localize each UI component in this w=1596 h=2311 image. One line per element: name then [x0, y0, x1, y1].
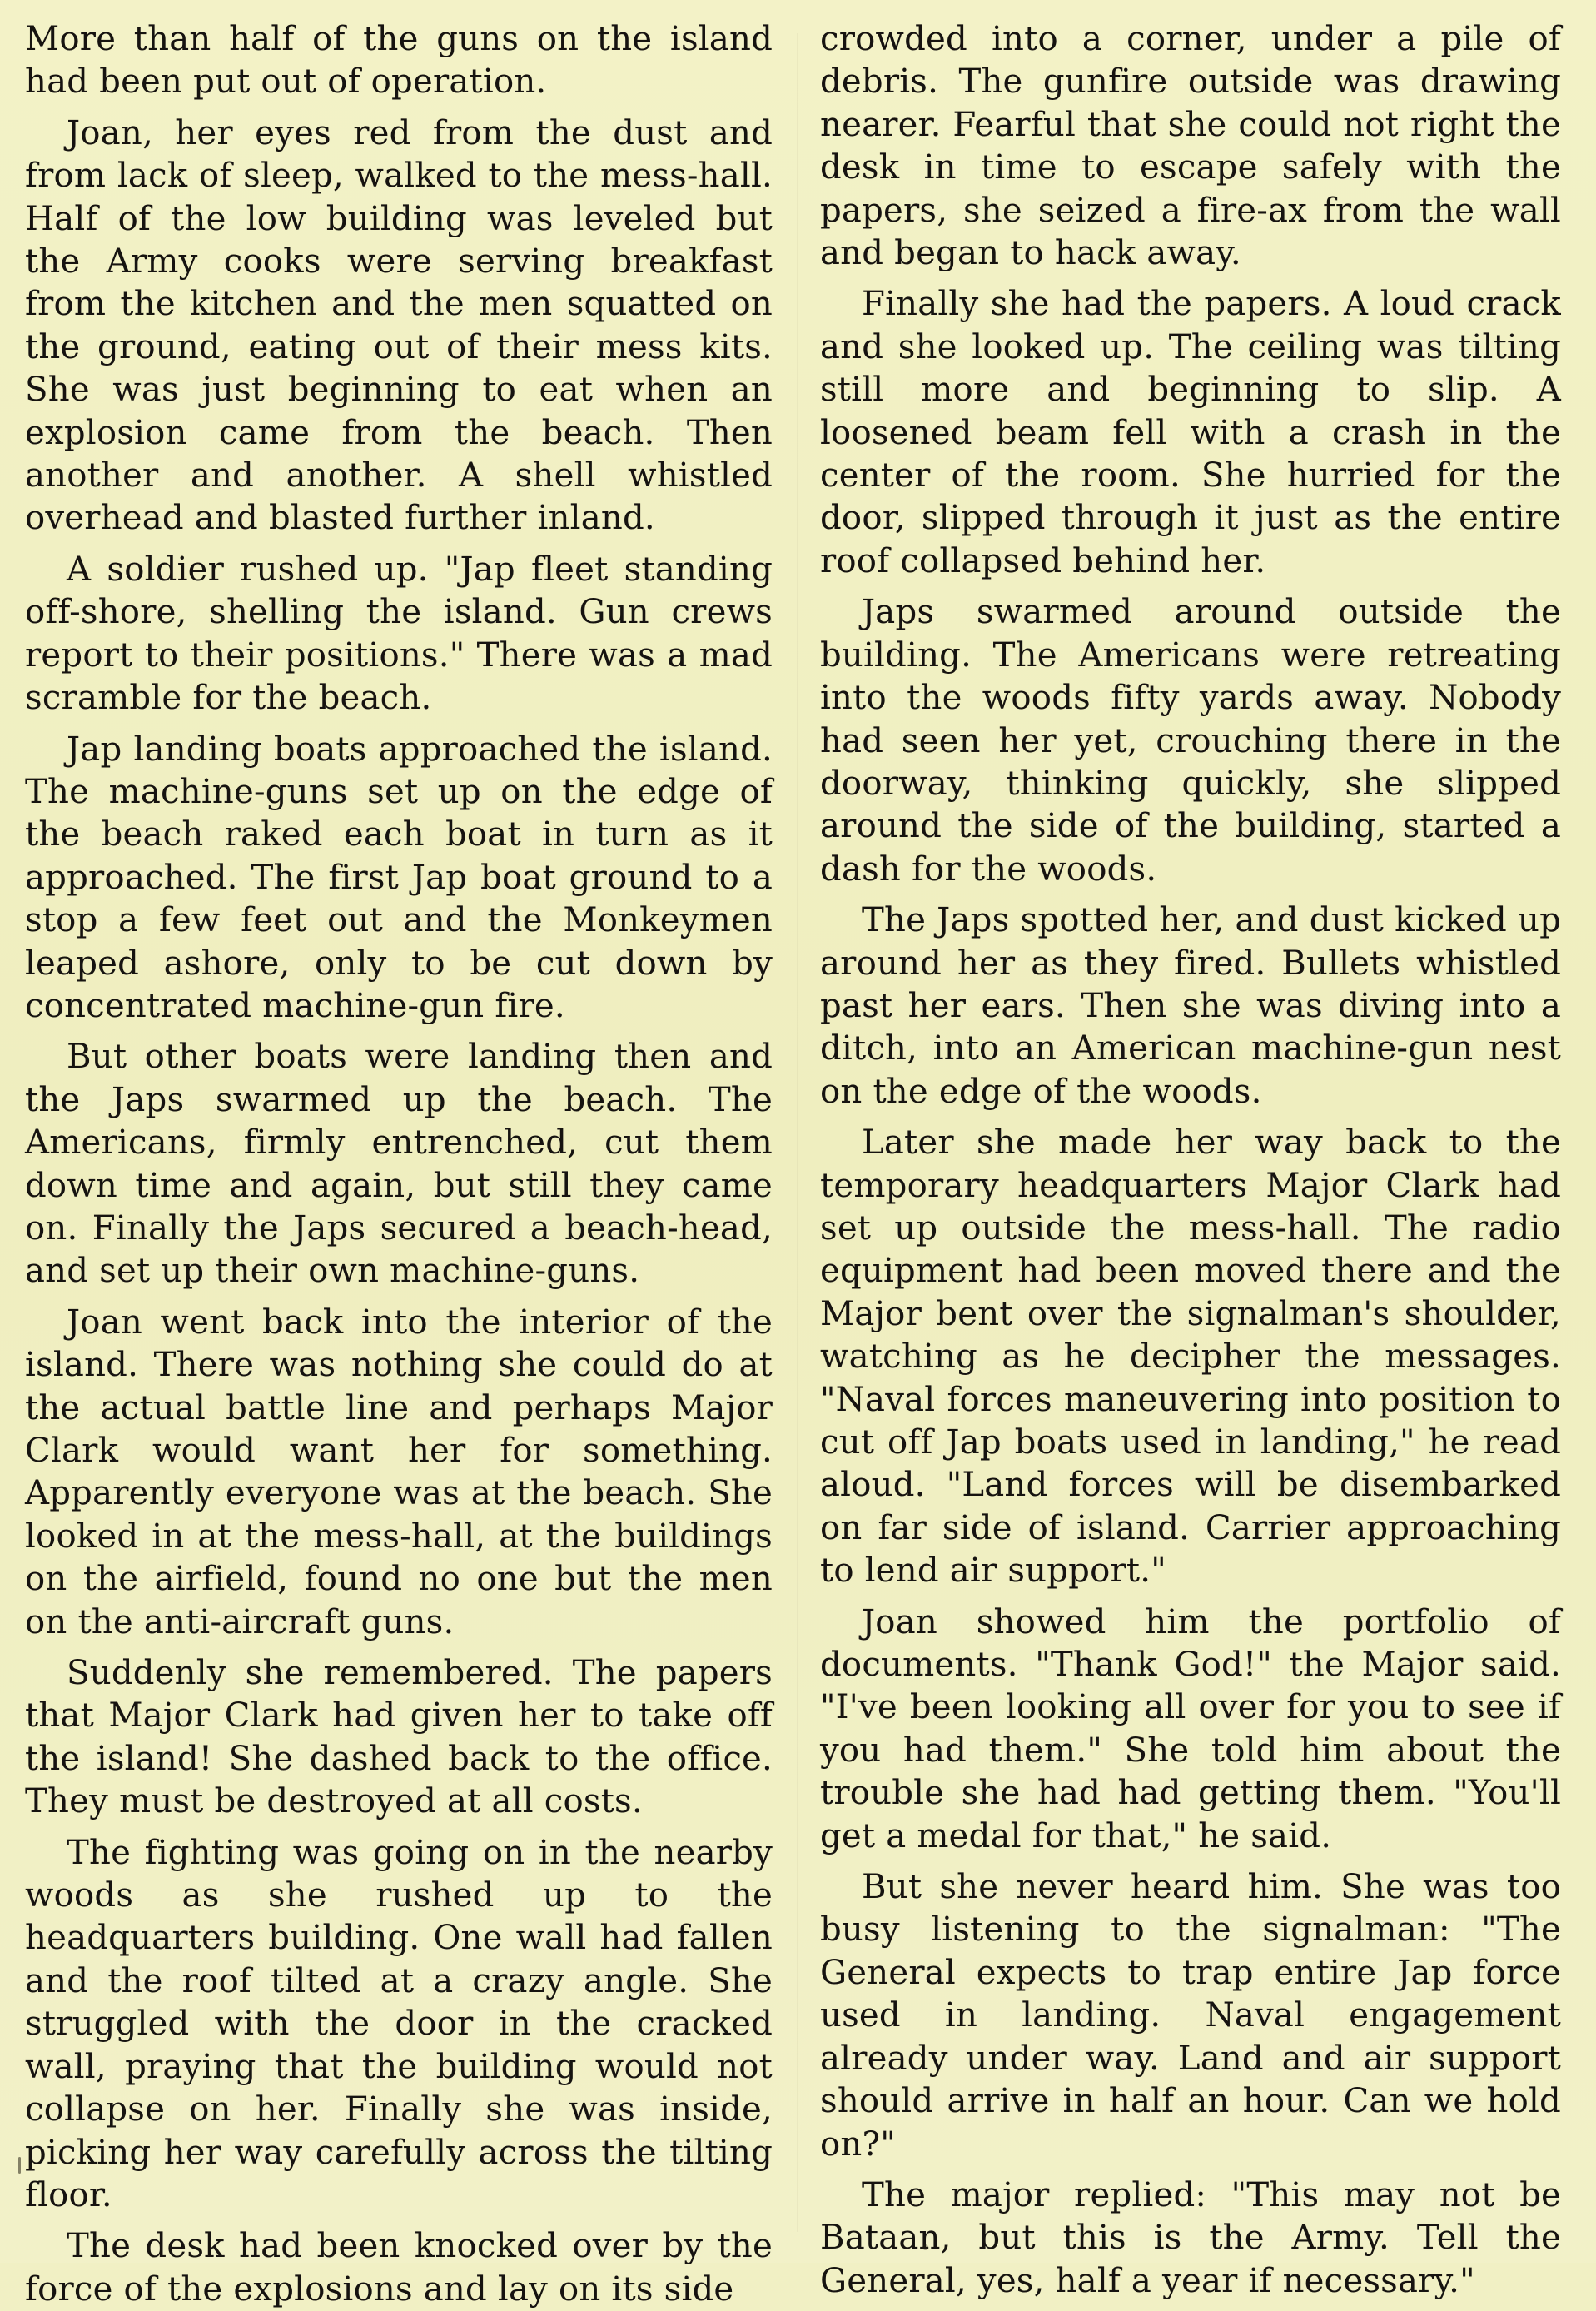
column-gutter: [797, 33, 798, 2232]
story-paragraph: But other boats were landing then and the Japs swarmed up the beach. The Americans, firmly entrenched, cut them down time and again, but still they came on. Finally the Japs secured a beach-head, and set up their own machine-guns.: [25, 1038, 773, 1291]
story-paragraph: The desk had been knocked over by the force of the explosions and lay on its side: [25, 2227, 773, 2309]
story-paragraph: Later she made her way back to the temporary headquarters Major Clark had set up outside the mess-hall. The radio equipment had been moved there and the Major bent over the signalman's shoulder, watching as he decipher the messages. "Naval forces maneuvering into position to cut off Jap boats used in landing," he read aloud. "Land forces will be disembarked on far side of island. Carrier approaching to lend air support.": [820, 1123, 1561, 1591]
story-paragraph: Finally she had the papers. A loud crack and she looked up. The ceiling was tilting still more and beginning to slip. A loosened beam fell with a crash in the center of the room. She hurried for the door, slipped through it just as the entire roof collapsed behind her.: [820, 285, 1561, 580]
print-speck: [843, 1356, 846, 1359]
story-paragraph: Joan, her eyes red from the dust and from lack of sleep, walked to the mess-hall. Half of the low building was leveled but the Army cooks were serving breakfast from the kitchen and the men squatted on the ground, eating out of their mess kits. She was just beginning to eat when an explosion came from the beach. Then another and another. A shell whistled overhead and blasted further inland.: [25, 113, 773, 538]
story-paragraph: crowded into a corner, under a pile of debris. The gunfire outside was drawing nearer. Fearful that she could not right the desk in time to escape safely with the papers, she seized a fire-ax from the wall and began to hack away.: [820, 20, 1561, 273]
story-paragraph: Joan showed him the portfolio of documents. "Thank God!" the Major said. "I've been looking all over for you to see if you had them." She told him about the trouble she had had getting them. "You'll get a medal for that," he said.: [820, 1602, 1561, 1855]
story-paragraph: More than half of the guns on the island had been put out of operation.: [25, 20, 773, 102]
story-paragraph: The major replied: "This may not be Bataan, but this is the Army. Tell the General, yes, half a year if necessary.": [820, 2175, 1561, 2300]
story-paragraph: Japs swarmed around outside the building. The Americans were retreating into the woods fifty yards away. Nobody had seen her yet, crouching there in the doorway, thinking quickly, she slipped around the side of the building, started a dash for the woods.: [820, 593, 1561, 889]
story-paragraph: Jap landing boats approached the island. The machine-guns set up on the edge of the beach raked each boat in turn as it approached. The first Jap boat ground to a stop a few feet out and the Monkeymen leaped ashore, only to be cut down by concentrated machine-gun fire.: [25, 730, 773, 1025]
story-paragraph: The Japs spotted her, and dust kicked up around her as they fired. Bullets whistled past her ears. Then she was diving into a ditch, into an American machine-gun nest on the edge of the woods.: [820, 901, 1561, 1111]
print-speck: [18, 2157, 21, 2174]
left-column: [25, 18, 773, 2309]
story-paragraph: Suddenly she remembered. The papers that Major Clark had given her to take off the island! She dashed back to the office. They must be destroyed at all costs.: [25, 1654, 773, 1821]
story-paragraph: Joan went back into the interior of the island. There was nothing she could do at the actual battle line and perhaps Major Clark would want her for something. Apparently everyone was at the beach. She looked in at the mess-hall, at the buildings on the airfield, found no one but the men on the anti-aircraft guns.: [25, 1302, 773, 1641]
print-speck: [922, 2244, 928, 2250]
right-column: [820, 18, 1561, 2300]
story-paragraph: But she never heard him. She was too busy listening to the signalman: "The General expects to trap entire Jap force used in landing. Naval engagement already under way. Land and air support should arrive in half an hour. Can we hold on?": [820, 1868, 1561, 2164]
story-paragraph: A soldier rushed up. "Jap fleet standing off-shore, shelling the island. Gun crews report to their positions." There was a mad scramble for the beach.: [25, 550, 773, 718]
story-paragraph: The fighting was going on in the nearby woods as she rushed up to the headquarters building. One wall had fallen and the roof tilted at a crazy angle. She struggled with the door in the cracked wall, praying that the building would not collapse on her. Finally she was inside, picking her way carefully across the tilting floor.: [25, 1833, 773, 2214]
